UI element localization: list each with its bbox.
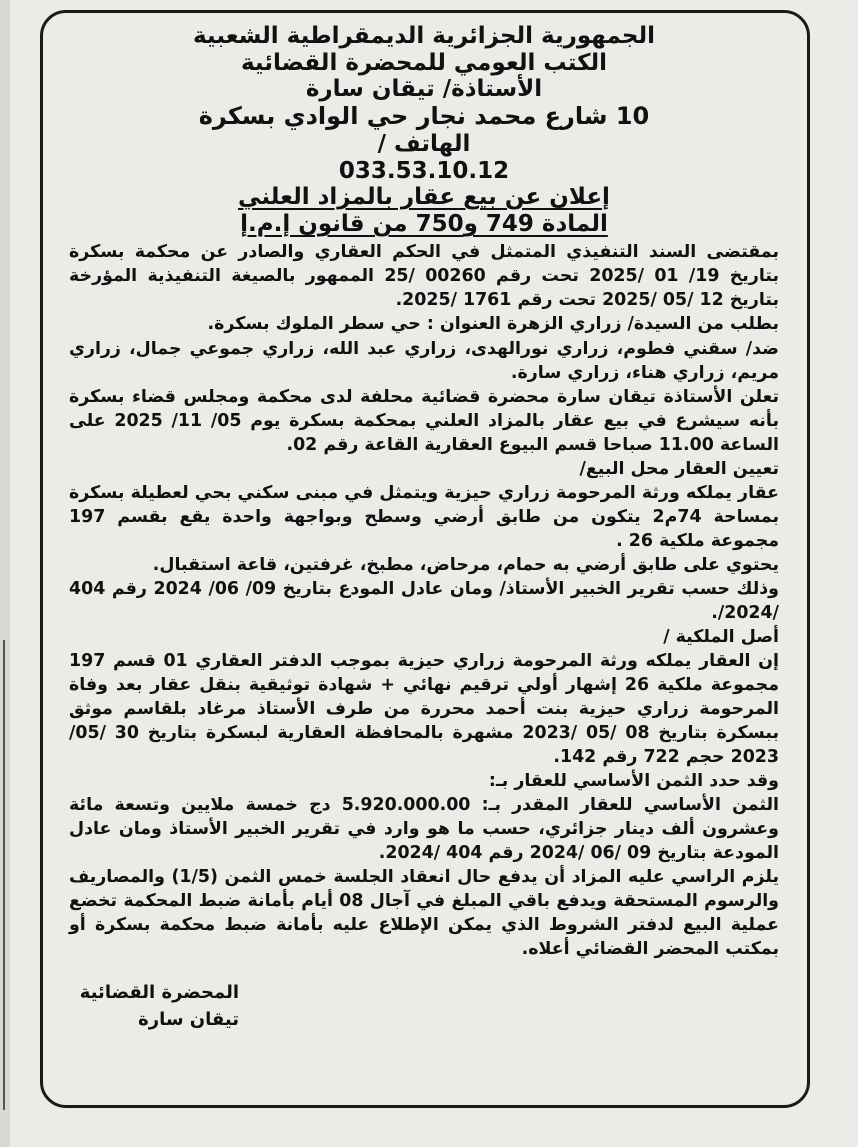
office-name: الكتب العومي للمحضرة القضائية xyxy=(240,49,607,76)
paragraph-auction-announcement: تعلن الأستاذة تيقان سارة محضرة قضائية محلفة لدى محكمة ومجلس قضاء بسكرة بأنه سيشرع في بيع عقار بالمزاد العلني بمحكمة بسكرة يوم 05/ 11/ 2025 على الساعة 11.00 صباحا قسم البيوع العقارية القاعة رقم 02. xyxy=(69,386,779,455)
heading-ownership-origin: أصل الملكية / xyxy=(663,626,779,647)
paragraph-property-description: عقار يملكه ورثة المرحومة زراري حيزية ويتمثل في مبنى سكني بحي لعطيلة بسكرة بمساحة 74م2 يتكون من طابق أرضي وسطح وبواجهة واحدة يقع بقسم 197 مجموعة ملكية 26 . xyxy=(69,482,779,551)
page-edge-rule xyxy=(0,0,10,1147)
paragraph-base-price: الثمن الأساسي للعقار المقدر بـ: 5.920.000.00 دج خمسة ملايين وتسعة مائة وعشرون ألف دينار جزائري، حسب ما هو وارد في تقرير الخبير الأستاذ ومان عادل المودعة بتاريخ 09 /06 /2024 رقم 404 /2024. xyxy=(69,794,779,863)
phone-label: الهاتف / xyxy=(377,130,471,157)
signature-name: تيقان سارة xyxy=(138,1008,239,1030)
notice-title xyxy=(69,184,779,238)
paragraph-ownership: إن العقار يملكه ورثة المرحومة زراري حيزية بموجب الدفتر العقاري 01 قسم 197 مجموعة ملكية 26 إشهار أولي ترقيم نهائي + شهادة توثيقية بنقل عقار بعد وفاة المرحومة زراري حيزية بنت أحمد محررة من طرف الأستاذ مرغاد بلقاسم موثق ببسكرة بتاريخ 08 /05 /2023 مشهرة بالمحافظة العقارية لبسكرة بتاريخ 30 /05/ 2023 حجم 722 رقم 142. xyxy=(69,650,779,767)
paragraph-requester: بطلب من السيدة/ زراري الزهرة العنوان : حي سطر الملوك بسكرة. xyxy=(207,314,779,335)
office-address: 10 شارع محمد نجار حي الوادي بسكرة xyxy=(198,102,650,131)
phone-number: 033.53.10.12 xyxy=(338,157,510,184)
republic-name: الجمهورية الجزائرية الديمقراطية الشعبية xyxy=(192,23,656,49)
heading-property-designation: تعيين العقار محل البيع/ xyxy=(579,458,779,479)
title-line-2: المادة 749 و750 من قانون إ.م.إ xyxy=(240,211,608,238)
signature-title: المحضرة القضائية xyxy=(79,981,239,1003)
title-line-1: إعلان عن بيع عقار بالمزاد العلني xyxy=(238,184,610,211)
paragraph-property-contents: يحتوي على طابق أرضي به حمام، مرحاض، مطبخ، غرفتين، قاعة استقبال. xyxy=(152,554,779,575)
paragraph-enforcement-title: بمقتضى السند التنفيذي المتمثل في الحكم العقاري والصادر عن محكمة بسكرة بتاريخ 19/ 01 /2025 تحت رقم 00260 /25 الممهور بالصيغة التنفيذية المؤرخة بتاريخ 12 /05 /2025 تحت رقم 1761 /2025. xyxy=(69,242,779,311)
letterhead xyxy=(69,23,779,184)
paragraph-expert-report: وذلك حسب تقرير الخبير الأستاذ/ ومان عادل المودع بتاريخ 09/ 06/ 2024 رقم 404 /2024/. xyxy=(69,578,779,623)
paragraph-defendants: ضد/ سقني فطوم، زراري نورالهدى، زراري عبد الله، زراري جموعي جمال، زراري مريم، زراري هناء، زراري سارة. xyxy=(69,338,779,383)
bailiff-name: الأستاذة/ تيقان سارة xyxy=(305,76,543,103)
paragraph-base-price-intro: وقد حدد الثمن الأساسي للعقار بـ: xyxy=(488,770,779,791)
signature-block xyxy=(69,979,239,1033)
notice-body xyxy=(69,240,779,960)
notice-frame xyxy=(40,10,810,1108)
paragraph-payment-terms: يلزم الراسي عليه المزاد أن يدفع حال انعقاد الجلسة خمس الثمن (1/5) والمصاريف والرسوم المستحقة ويدفع باقي المبلغ في آجال 08 أيام بأمانة ضبط المحكمة تخضع عملية البيع لدفتر الشروط الذي يمكن الإطلاع عليه بأمانة ضبط محكمة بسكرة أو بمكتب المحضر القضائي أعلاه. xyxy=(69,866,779,959)
